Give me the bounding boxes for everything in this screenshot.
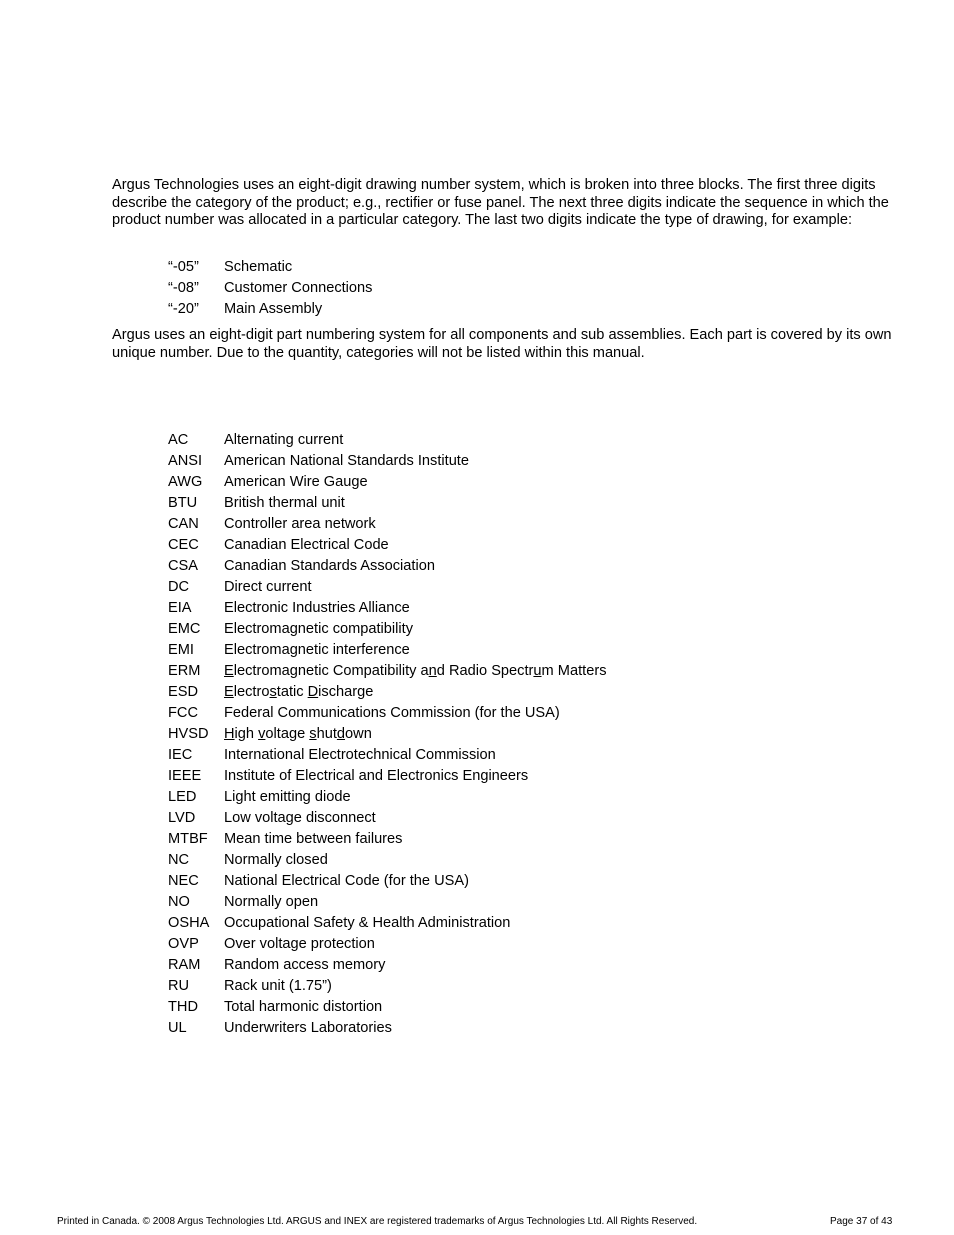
drawing-code-description: Schematic [224,259,293,275]
abbreviation-row [168,661,606,682]
abbreviation-description: British thermal unit [224,495,345,511]
drawing-code: “-05” [168,259,199,275]
abbreviation: EMC [168,621,201,637]
abbreviation-description: Electromagnetic Compatibility and Radio Spectrum Matters [224,663,607,679]
abbreviation-description: Direct current [224,579,312,595]
abbreviation: RU [168,978,190,994]
part-number-paragraph: Argus uses an eight-digit part numbering system for all components and sub assemblies. Each part is covered by its own unique number. Due to the quantity, categories will not be listed within this manual. [112,327,892,361]
abbreviation: NO [168,894,190,910]
abbreviation-description: Normally closed [224,852,328,868]
abbreviation-description: Canadian Electrical Code [224,537,389,553]
abbreviation: OSHA [168,915,210,931]
abbreviation-description: Occupational Safety & Health Administration [224,915,511,931]
abbreviation-list [168,430,606,1039]
abbreviation-description: Underwriters Laboratories [224,1020,392,1036]
drawing-code-row [168,299,372,320]
abbreviation: LED [168,789,197,805]
abbreviation-description: Alternating current [224,432,344,448]
abbreviation-description: Over voltage protection [224,936,375,952]
abbreviation-row [168,808,606,829]
abbreviation-row [168,724,606,745]
abbreviation-row [168,514,606,535]
abbreviation: CEC [168,537,199,553]
abbreviation-description: Mean time between failures [224,831,403,847]
abbreviation-row [168,703,606,724]
abbreviation: IEEE [168,768,202,784]
abbreviation-row [168,619,606,640]
abbreviation-row [168,535,606,556]
drawing-code-row [168,278,372,299]
abbreviation: AWG [168,474,203,490]
abbreviation-description: Electromagnetic interference [224,642,410,658]
abbreviation-row [168,745,606,766]
abbreviation-row [168,598,606,619]
abbreviation-row [168,892,606,913]
abbreviation: AC [168,432,189,448]
drawing-code-list [168,257,372,320]
abbreviation-row [168,451,606,472]
footer-copyright: Printed in Canada. © 2008 Argus Technologies Ltd. ARGUS and INEX are registered trademarks of Argus Technologies Ltd. All Rights Reserved. [57,1216,698,1227]
footer-page-number: Page 37 of 43 [830,1216,893,1227]
abbreviation-description: International Electrotechnical Commission [224,747,496,763]
abbreviation: NEC [168,873,199,889]
abbreviation-row [168,871,606,892]
abbreviation-row [168,640,606,661]
abbreviation-description: Light emitting diode [224,789,351,805]
drawing-code-description: Customer Connections [224,280,373,296]
abbreviation-row [168,1018,606,1039]
abbreviation-row [168,556,606,577]
drawing-code-description: Main Assembly [224,301,323,317]
abbreviation-description: American National Standards Institute [224,453,469,469]
abbreviation-row [168,934,606,955]
drawing-code: “-20” [168,301,199,317]
abbreviation-description: Electronic Industries Alliance [224,600,410,616]
abbreviation: CAN [168,516,199,532]
abbreviation-row [168,976,606,997]
abbreviation-row [168,493,606,514]
abbreviation-row [168,766,606,787]
abbreviation: EMI [168,642,194,658]
abbreviation-description: American Wire Gauge [224,474,368,490]
abbreviation-description: Institute of Electrical and Electronics Engineers [224,768,529,784]
abbreviation-description: High voltage shutdown [224,726,372,742]
abbreviation-description: Electrostatic Discharge [224,684,374,700]
abbreviation-row [168,430,606,451]
abbreviation-description: Total harmonic distortion [224,999,383,1015]
abbreviation: UL [168,1020,187,1036]
abbreviation-description: Low voltage disconnect [224,810,376,826]
drawing-code-row [168,257,372,278]
abbreviation: FCC [168,705,198,721]
abbreviation: ERM [168,663,201,679]
abbreviation: ESD [168,684,199,700]
abbreviation-description: National Electrical Code (for the USA) [224,873,469,889]
abbreviation-row [168,955,606,976]
abbreviation-row [168,472,606,493]
drawing-number-paragraph: Argus Technologies uses an eight-digit drawing number system, which is broken into three blocks. The first three digits describe the category of the product; e.g., rectifier or fuse panel. The next three digits indicate the sequence in which the product number was allocated in a particular category. The last two digits indicate the type of drawing, for example: [112,177,889,228]
abbreviation: NC [168,852,190,868]
abbreviation-row [168,682,606,703]
abbreviation: IEC [168,747,193,763]
abbreviation-description: Normally open [224,894,319,910]
abbreviation: HVSD [168,726,209,742]
abbreviation: ANSI [168,453,203,469]
abbreviation: LVD [168,810,196,826]
abbreviation-description: Rack unit (1.75”) [224,978,332,994]
abbreviation: CSA [168,558,199,574]
abbreviation-row [168,997,606,1018]
abbreviation: RAM [168,957,201,973]
abbreviation: OVP [168,936,199,952]
abbreviation-description: Controller area network [224,516,376,532]
abbreviation-row [168,850,606,871]
abbreviation-description: Canadian Standards Association [224,558,435,574]
abbreviation: THD [168,999,198,1015]
abbreviation-description: Electromagnetic compatibility [224,621,413,637]
drawing-code: “-08” [168,280,199,296]
abbreviation-description: Random access memory [224,957,386,973]
abbreviation-row [168,787,606,808]
abbreviation-row [168,829,606,850]
abbreviation-description: Federal Communications Commission (for the USA) [224,705,560,721]
abbreviation: DC [168,579,190,595]
abbreviation: BTU [168,495,198,511]
abbreviation-row [168,577,606,598]
abbreviation: MTBF [168,831,208,847]
abbreviation: EIA [168,600,192,616]
abbreviation-row [168,913,606,934]
